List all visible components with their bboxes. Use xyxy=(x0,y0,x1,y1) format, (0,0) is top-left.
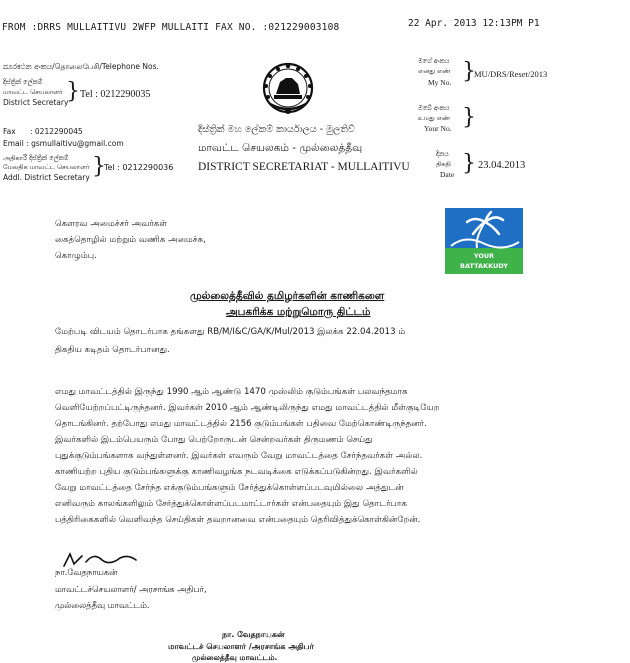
addl-ds-en: Addl. District Secretary xyxy=(3,173,90,182)
fax-number: : 0212290045 xyxy=(30,127,83,136)
date-value: 23.04.2013 xyxy=(478,160,526,171)
recipient-line-2: கைத்தொழில் மற்றும் வணிக அமைச்சு, xyxy=(55,235,206,245)
date-en: Date xyxy=(440,170,455,179)
my-no-ta: எனது எண் xyxy=(418,67,451,75)
district-secretary-ta: மாவட்ட செயலாளர் xyxy=(3,88,63,96)
body-line: புதுக்குடும்பங்களாக வந்துள்ளனர். இவர்கள் எவரும் வேறு மாவட்டத்தை சேர்ந்தவர்கள் அல்ல. xyxy=(55,451,423,461)
fax-header-line: FROM :DRRS MULLAITIVU 2WFP MULLAITI FAX NO. :021229003108 xyxy=(2,22,340,33)
my-no-en: My No. xyxy=(428,78,452,87)
brace: } xyxy=(92,154,106,179)
body-line: இவர்களில் இடம்பெயரும் போது பெற்றோருடன் சென்றவர்கள் திருமணம் செய்து xyxy=(55,435,373,445)
brace: } xyxy=(66,79,80,104)
email: Email : gsmullaitivu@gmail.com xyxy=(3,139,124,148)
signatory-name: நா.வேதநாயகன் xyxy=(55,567,118,577)
addl-ds-ta: மேலதிக மாவட்ட செயலாளர் xyxy=(3,163,90,171)
body-line: எனிவரும் காலங்களிலும் சேர்த்துக்கொள்ளப்படமாட்டார்கள் என்பதையும் இது தொடர்பாக xyxy=(55,499,407,509)
office-name-si: දිස්ත්‍රික් මහ ලේකම් කාර්යාලය - මුලතිව් xyxy=(198,124,355,135)
body-line: வேறு மாவட்டத்தை சேர்ந்த எக்குடும்பங்களும் சேர்த்துக்கொள்ளப்படவுமில்லை அத்துடன் xyxy=(55,483,404,493)
addl-ds-si: அதிகாරී දිස්ත්‍රික් ලේකම් xyxy=(3,154,69,162)
recipient-line-3: கொழும்பு. xyxy=(55,251,97,261)
brace: } xyxy=(462,105,476,130)
body-line: காணியற்ற புதிய குடும்பங்களுக்கு காணிவழங்க நடவடிக்கை எடுக்கப்படுகின்றது. இவர்களில் xyxy=(55,467,418,477)
date-ta: திகதி xyxy=(436,160,451,168)
stamp-name: நா. வேதநாயகன் xyxy=(222,630,285,639)
reference-line-2: திகதிய கடிதம் தொடர்பானது. xyxy=(55,345,170,355)
fax-date-time: 22 Apr. 2013 12:13PM P1 xyxy=(408,18,540,29)
reference-line-1: மேற்படி விடயம் தொடர்பாக தங்களது RB/M/I&C/GA/K/Mul/2013 இலக்க 22.04.2013 ம் xyxy=(55,327,406,337)
body-line: தொடங்கினர். தற்போது எமது மாவட்டத்தில் 2156 குடும்பங்கள் பதிவை மேற்கொண்டிருந்தனர். xyxy=(55,419,427,429)
signatory-title: மாவட்டச்செயலாளர்/ அரசாங்க அதிபர், xyxy=(55,584,207,594)
my-no-si: මගේ අංකය xyxy=(418,57,450,65)
subject-title-line-2: அபகரிக்க மற்றுமொரு திட்டம் xyxy=(226,306,371,318)
tel-1: Tel : 0212290035 xyxy=(80,89,151,100)
brace: } xyxy=(462,151,476,176)
body-line: பத்திரிகைகளில் வெளிவந்த செய்திகள் தவறானவை என்பதையும் தெரிவித்துக்கொள்கின்றேன். xyxy=(55,515,421,525)
district-secretary-en: District Secretary xyxy=(3,98,69,107)
your-no-en: Your No. xyxy=(424,124,452,133)
signatory-district: முல்லைத்தீவு மாவட்டம். xyxy=(55,600,150,610)
fax-label: Fax xyxy=(3,127,16,136)
stamp-title: மாவட்டச் செயலாளர் /அரசாங்க அதிபர் xyxy=(168,642,314,651)
tel-2: Tel : 0212290036 xyxy=(104,163,174,172)
your-no-ta: உமது எண் xyxy=(418,114,451,122)
date-si: දිනය xyxy=(436,150,449,158)
office-name-en: DISTRICT SECRETARIAT - MULLAITIVU xyxy=(198,161,410,173)
subject-title-line-1: முல்லைத்தீவில் தமிழர்களின் காணிகளை xyxy=(190,290,385,302)
my-no-value: MU/DRS/Reset/2013 xyxy=(474,69,548,79)
government-emblem-icon xyxy=(260,60,316,118)
recipient-line-1: கௌரவ அமைச்சர் அவர்கள் xyxy=(55,219,168,229)
brace: } xyxy=(462,59,476,84)
office-name-ta: மாவட்ட செயலகம் - முல்லைத்தீவு xyxy=(198,142,363,154)
body-line: எமது மாவட்டத்தில் இருந்து 1990 ஆம் ஆண்டு 1470 முஸ்லிம் குடும்பங்கள் பலவந்தமாக xyxy=(55,387,408,397)
logo-text-your: YOUR xyxy=(473,252,495,260)
your-battakkudy-logo xyxy=(445,208,523,274)
logo-text-battakkudy: BATTAKKUDY xyxy=(460,262,508,270)
stamp-district: முல்லைத்தீவு மாவட்டம். xyxy=(192,653,278,662)
your-no-si: ඔබේ අංකය xyxy=(418,104,450,112)
telephone-label: ದೂරಕථන අංකය/தொலைபேசி/Telephone Nos. xyxy=(3,62,159,71)
body-line: வெளியேற்றப்பட்டிருந்தனர். இவர்கள் 2010 ஆம் ஆண்டிலிருந்து எமது மாவட்டத்தில் மீள்குடியேற xyxy=(55,403,440,413)
district-secretary-si: දිස්ත්‍රික් ලේකම් xyxy=(3,78,43,86)
